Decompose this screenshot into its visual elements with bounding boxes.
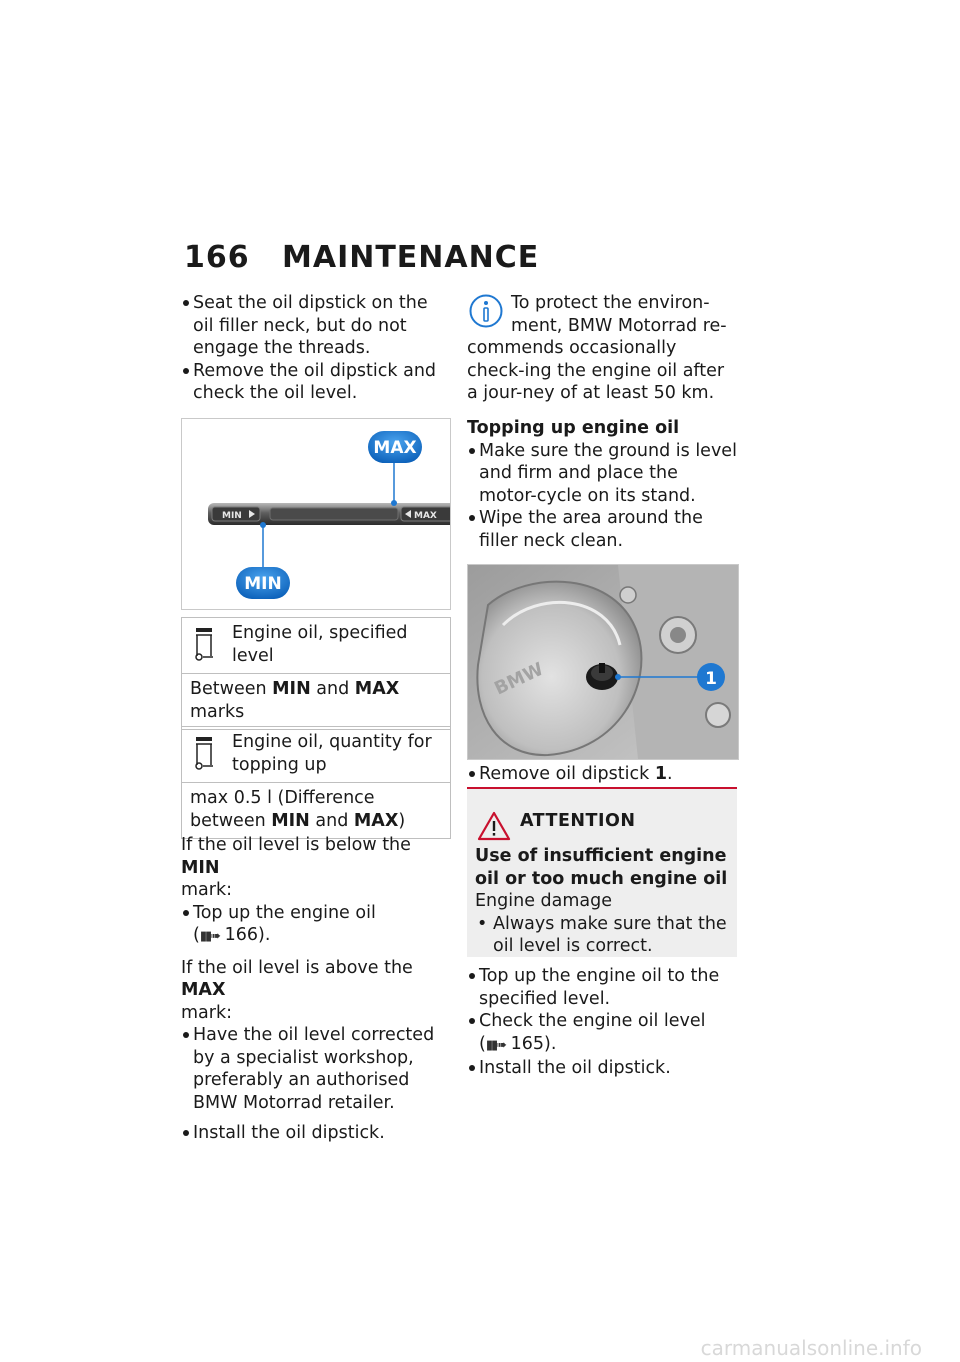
list-item: Make sure the ground is level and firm and place the motor-cycle on its stand. [467, 440, 739, 508]
list-item: Wipe the area around the filler neck clean. [467, 507, 739, 552]
attention-consequence: Engine damage [475, 891, 613, 911]
list-item: Have the oil level corrected by a specialist workshop, preferably an authorised BMW Motorrad retailer. [181, 1024, 451, 1114]
topping-section [467, 417, 739, 552]
warning-triangle-icon [477, 811, 511, 848]
spec-title-cont: level [232, 645, 274, 666]
spec-value: Between MIN and MAX marks [190, 679, 400, 722]
final-steps [467, 965, 739, 1080]
list-item: Top up the engine oil to the specified level. [467, 965, 739, 1010]
page-reference-arrow-icon: ▮▮➠ [199, 929, 220, 944]
stick-min-text: MIN [222, 511, 242, 521]
remove-step [467, 763, 739, 786]
left-conditions [181, 834, 451, 1145]
engine-filler-illustration [468, 565, 738, 759]
condition-below: If the oil level is below the MIN mark: [181, 835, 411, 900]
callout-number: 1 [705, 669, 717, 689]
info-note-head: To protect the environ- ment, BMW Motorrad re- [511, 293, 727, 336]
list-item: Remove the oil dipstick and check the oil level. [181, 360, 451, 405]
attention-title: ATTENTION [520, 811, 636, 831]
attention-action: • Always make sure that the oil level is correct. [477, 913, 727, 956]
dipstick-figure [181, 418, 451, 610]
dipstick-illustration [182, 419, 450, 609]
info-note-body: commends occasionally check-ing the engine oil after a jour-ney of at least 50 km. [467, 338, 725, 403]
attention-heading: Use of insufficient engine oil or too much engine oil [475, 846, 728, 889]
section-heading: Topping up engine oil [467, 418, 680, 438]
spec-title-cont: topping up [232, 754, 327, 775]
list-item: Install the oil dipstick. [467, 1057, 739, 1080]
spec-box-specified-level [181, 617, 451, 730]
list-item: Top up the engine oil (▮▮➠ 166). [181, 902, 451, 949]
engine-brand-text: BMW [491, 658, 547, 700]
list-item: Remove oil dipstick 1. [467, 763, 739, 786]
max-callout: MAX [373, 438, 417, 458]
oil-can-icon [182, 727, 226, 782]
page-reference-arrow-icon: ▮▮➠ [485, 1037, 506, 1053]
list-item: Seat the oil dipstick on the oil filler neck, but do not engage the threads. [181, 292, 451, 360]
section-title: MAINTENANCE [282, 240, 540, 275]
info-icon [468, 293, 504, 333]
spec-value: max 0.5 l (Difference between MIN and MAX) [190, 788, 406, 831]
engine-figure [467, 564, 739, 760]
stick-max-text: MAX [414, 511, 437, 521]
page-header [184, 240, 539, 275]
attention-box [467, 787, 737, 957]
spec-title: Engine oil, specified [232, 623, 408, 643]
min-callout: MIN [244, 574, 282, 594]
oil-can-icon [182, 618, 226, 673]
spec-box-topping-quantity [181, 726, 451, 839]
list-item: Check the engine oil level (▮▮➠ 165). [467, 1010, 739, 1057]
list-item: Install the oil dipstick. [181, 1122, 451, 1145]
spec-title: Engine oil, quantity for [232, 732, 432, 752]
left-steps-top [181, 292, 451, 405]
page-number: 166 [184, 240, 250, 275]
footer-watermark: carmanualsonline.info [700, 1336, 922, 1360]
condition-above: If the oil level is above the MAX mark: [181, 957, 413, 1023]
